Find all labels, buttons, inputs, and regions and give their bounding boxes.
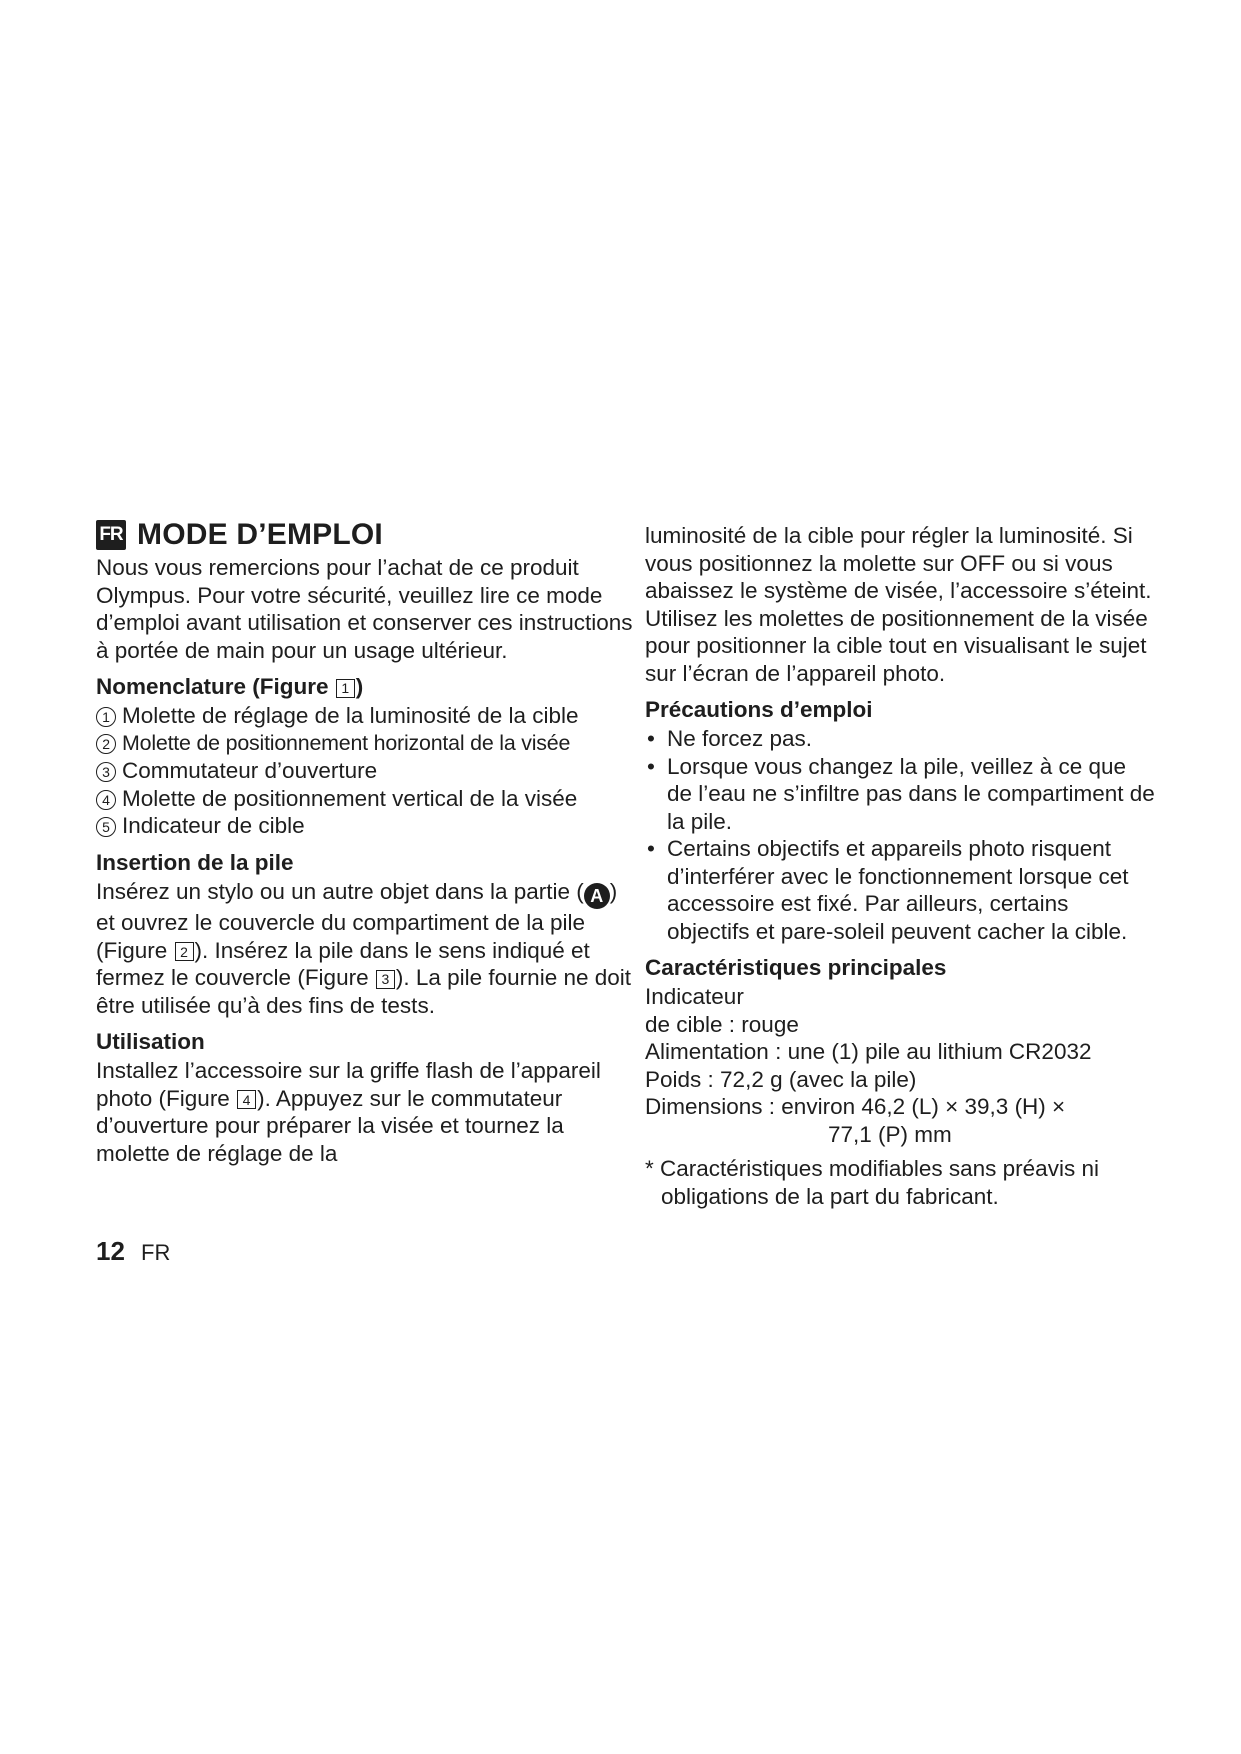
utilisation-text-1: Installez l’accessoire sur la griffe flash de l’appareil photo (Figure <box>96 1058 601 1111</box>
utilisation-continued: luminosité de la cible pour régler la luminosité. Si vous positionnez la molette sur OFF ou si vous abaissez le système de visée, l’accessoire s’éteint. Utilisez les molettes de positionnement de la visée pour positionner la cible tout en visualisant le sujet sur l’écran de l’appareil photo. <box>645 523 1152 686</box>
list-item: • Lorsque vous changez la pile, veillez à ce que de l’eau ne s’infiltre pas dans le compartiment de la pile. <box>645 753 1155 836</box>
item-text: Molette de positionnement horizontal de la visée <box>122 730 571 755</box>
insertion-paragraph <box>96 878 636 1020</box>
list-item <box>96 757 636 785</box>
list-item <box>96 730 636 758</box>
part-a-icon: A <box>584 883 610 909</box>
page-number: 12 <box>96 1236 125 1266</box>
language-badge: FR <box>96 520 126 550</box>
item-text: Indicateur de cible <box>122 813 305 838</box>
utilisation-text-2: ). Appuyez sur le commutateur d’ouverture pour préparer la visée et tournez la molette de réglage de la <box>96 1085 564 1166</box>
list-item <box>96 812 636 840</box>
precautions-heading: Précautions d’emploi <box>645 697 873 722</box>
item-number: 2 <box>96 734 116 754</box>
nomenclature-heading-end: ) <box>355 674 364 699</box>
specs-heading: Caractéristiques principales <box>645 955 947 980</box>
precautions-list <box>645 725 1155 945</box>
item-text: Commutateur d’ouverture <box>122 758 378 783</box>
list-item: • Ne forcez pas. <box>645 725 1155 753</box>
spec-line: Indicateur <box>645 984 744 1009</box>
insertion-text-4: ). La pile fournie ne doit être utilisée qu’à des fins de tests. <box>96 965 632 1018</box>
nomenclature-heading <box>96 673 636 700</box>
item-number: 3 <box>96 762 116 782</box>
spec-line: Alimentation : une (1) pile au lithium CR2032 <box>645 1039 1092 1064</box>
spec-line: 77,1 (P) mm <box>828 1121 952 1147</box>
nomenclature-heading-text: Nomenclature (Figure <box>96 674 335 699</box>
insertion-heading: Insertion de la pile <box>96 849 294 875</box>
left-column <box>96 518 636 1167</box>
figure-4-ref: 4 <box>237 1090 256 1109</box>
utilisation-paragraph <box>96 1057 636 1167</box>
list-item: • Certains objectifs et appareils photo risquent d’interférer avec le fonctionnement lorsque cet accessoire est fixé. Par ailleurs, certains objectifs et pare-soleil peuvent cacher la cible. <box>645 835 1155 945</box>
item-number: 4 <box>96 790 116 810</box>
right-column <box>645 522 1155 1210</box>
intro-paragraph: Nous vous remercions pour l’achat de ce produit Olympus. Pour votre sécurité, veuillez lire ce mode d’emploi avant utilisation et conserver ces instructions à portée de main pour un usage ultérieur. <box>96 555 633 663</box>
figure-1-ref: 1 <box>336 679 355 698</box>
specs-block <box>645 983 1155 1148</box>
title-row <box>96 518 636 552</box>
insertion-text-3: ). Insérez la pile dans le sens indiqué et fermez le couvercle (Figure <box>96 937 590 991</box>
list-item <box>96 785 636 813</box>
spec-line: Dimensions : environ 46,2 (L) × 39,3 (H) × <box>645 1094 1066 1119</box>
utilisation-heading: Utilisation <box>96 1029 205 1055</box>
insertion-text-2: ) et ouvrez le couvercle du compartiment de la pile (Figure <box>96 878 618 963</box>
item-number: 5 <box>96 817 116 837</box>
spec-line: de cible : rouge <box>645 1011 799 1037</box>
item-number: 1 <box>96 707 116 727</box>
figure-2-ref: 2 <box>175 942 194 961</box>
footnote: * Caractéristiques modifiables sans préavis ni obligations de la part du fabricant. <box>645 1156 1099 1209</box>
insertion-text-1: Insérez un stylo ou un autre objet dans la partie ( <box>96 878 584 904</box>
page-language: FR <box>141 1240 171 1265</box>
spec-line: Poids : 72,2 g (avec la pile) <box>645 1066 917 1092</box>
page-title: MODE D’EMPLOI <box>137 518 383 552</box>
list-item <box>96 702 636 730</box>
nomenclature-list <box>96 702 636 840</box>
figure-3-ref: 3 <box>376 970 395 989</box>
item-text: Molette de réglage de la luminosité de la cible <box>122 703 579 728</box>
item-text: Molette de positionnement vertical de la visée <box>122 785 578 811</box>
